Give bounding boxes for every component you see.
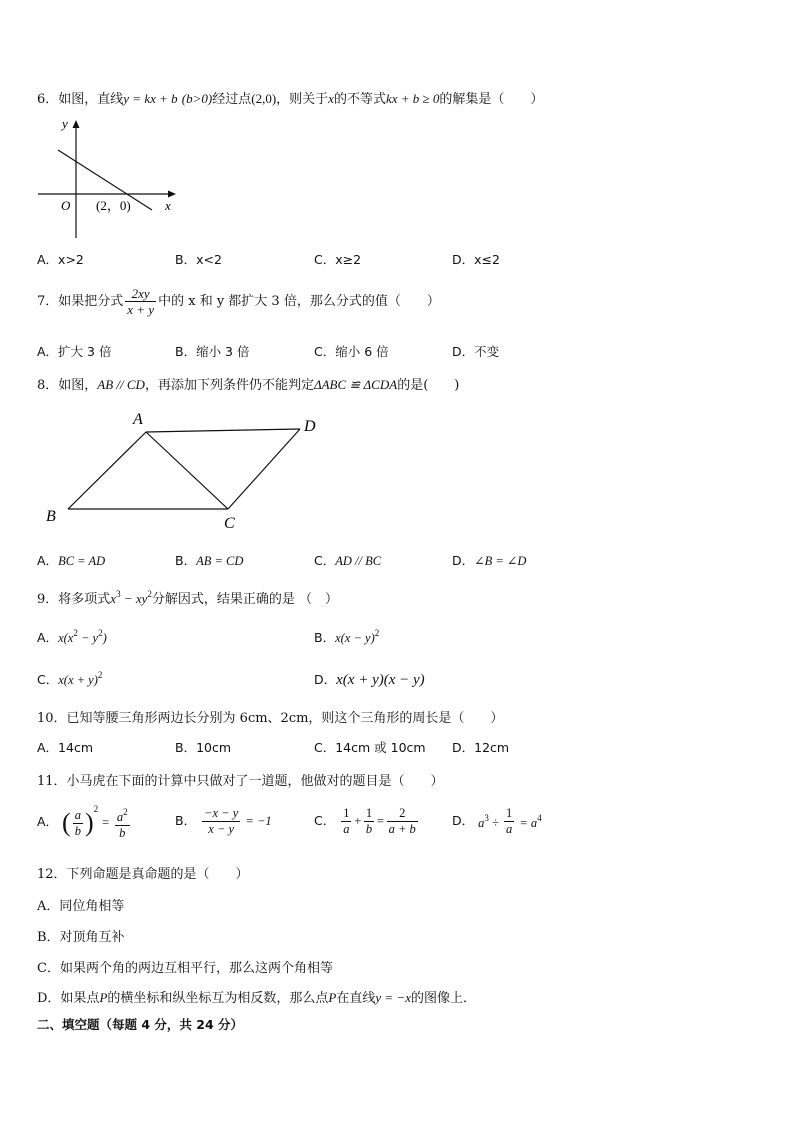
q12-stem: 12．下列命题是真命题的是（ ）	[37, 867, 249, 882]
q10-option-b: B．10cm	[175, 740, 232, 755]
q12-option-d: D．如果点P的横坐标和纵坐标互为相反数，那么点P在直线y = −x的图像上．	[37, 990, 476, 1006]
q10-option-a: A．14cm	[37, 740, 94, 755]
q8-option-b: B．AB = CD	[175, 553, 244, 568]
vertex-c-label: C	[224, 515, 235, 532]
q12-option-b: B．对顶角互补	[37, 930, 125, 945]
graph-origin-label: O	[61, 198, 71, 213]
q10-option-d: D．12cm	[452, 740, 510, 755]
q10-option-c: C．14cm 或 10cm	[314, 740, 426, 755]
q8-option-a: A．BC = AD	[37, 553, 106, 568]
q7-option-c: C．缩小 6 倍	[314, 344, 389, 359]
q11-option-b: B． $\frac{-x - y}{x - y}$ = −1	[175, 806, 272, 836]
q8-option-d: D．∠B = ∠D	[452, 553, 527, 568]
q12-option-a: A．同位角相等	[37, 899, 125, 914]
q6-stem: 6．如图，直线y = kx + b (b>0)经过点(2,0)，则关于x的不等式kx + b ≥ 0的解集是（ ）	[37, 91, 544, 107]
vertex-d-label: D	[304, 418, 316, 435]
graph-point-label: (2，0)	[96, 198, 131, 213]
q6-option-c: C．x≥2	[314, 252, 362, 267]
q9-option-b: B．$x(x - y)^2$	[314, 628, 380, 645]
q11-option-c: C． $\frac{1}{a}$ + $\frac{1}{b}$ = $\frac{2}{a + b}$	[314, 806, 416, 836]
q11-option-d: D． $a^3$ ÷ $\frac{1}{a}$ = $a^4$	[452, 806, 542, 836]
vertex-b-label: B	[46, 508, 56, 525]
q12-option-c: C．如果两个角的两边互相平行，那么这两个角相等	[37, 961, 333, 976]
graph-x-label: x	[165, 198, 171, 213]
q8-figure	[40, 405, 330, 535]
q7-option-d: D．不变	[452, 344, 500, 359]
q10-stem: 10．已知等腰三角形两边长分别为 6cm、2cm，则这个三角形的周长是（ ）	[37, 711, 504, 726]
q6-graph	[30, 112, 190, 244]
q9-option-d: D．x(x + y)(x − y)	[314, 672, 425, 688]
q9-stem: 9．将多项式$x^3 - xy^2$分解因式，结果正确的是 （ ）	[37, 589, 339, 607]
graph-y-label: y	[62, 116, 68, 131]
q6-option-b: B．x<2	[175, 252, 222, 267]
q7-fraction: $\frac{2xy}{x + y}$	[127, 286, 155, 317]
q6-option-d: D．x≤2	[452, 252, 500, 267]
q7-option-a: A．扩大 3 倍	[37, 344, 112, 359]
q7-option-b: B．缩小 3 倍	[175, 344, 250, 359]
q9-option-a: A．$x(x^2 - y^2)$	[37, 628, 107, 645]
vertex-a-label: A	[133, 411, 143, 428]
q7-stem: 7．如果把分式 $\frac{2xy}{x + y}$ 中的 x 和 y 都扩大 3 倍，那么分式的值（ ）	[37, 286, 440, 317]
q11-option-a: A． ( $\frac{a}{b}$ )$^2$ = $\frac{a^2}{b}$	[37, 804, 128, 841]
q11-stem: 11．小马虎在下面的计算中只做对了一道题，他做对的题目是（ ）	[37, 774, 444, 789]
q8-stem: 8．如图，AB // CD，再添加下列条件仍不能判定ΔABC ≌ ΔCDA的是( )	[37, 377, 460, 393]
q8-option-c: C．AD // BC	[314, 553, 382, 568]
q9-option-c: C．$x(x + y)^2$	[37, 670, 103, 687]
section-two-heading: 二、填空题（每题 4 分，共 24 分）	[37, 1017, 244, 1032]
q6-option-a: A．x>2	[37, 252, 84, 267]
